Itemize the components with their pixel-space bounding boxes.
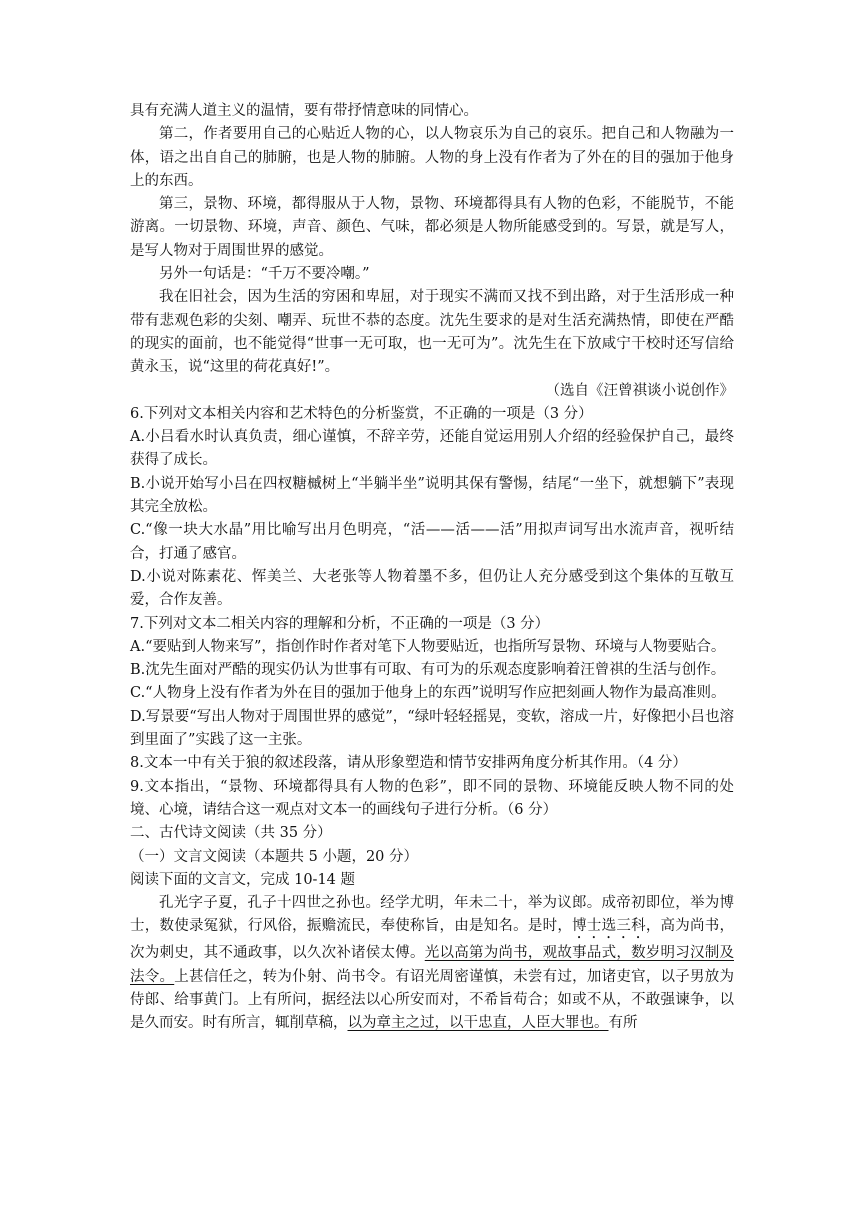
passage-text: 上甚信任之，转为仆射、尚书令。有诏光周密谨慎，未尝有过，加诸吏官，以子男放为侍郎、给事黄门。上有所问，据经法以心所安而对，不希旨苟合；如或不从，不敢强谏争，以是久而安。时有所言，辄削草稿，	[130, 968, 735, 1032]
underlined-sentence: 以为章主之过，以干忠直，人臣大罪也。	[347, 1015, 609, 1032]
option-7b: B.沈先生面对严酷的现实仍认为世事有可取、有可为的乐观态度影响着汪曾祺的生活与创作。	[130, 662, 726, 679]
paragraph: 我在旧社会，因为生活的穷困和卑屈，对于现实不满而又找不到出路，对于生活形成一种带有悲观色彩的尖刻、嘲弄、玩世不恭的态度。沈先生要求的是对生活充满热情，即使在严酷的现实的面前，也不能觉得“世事一无可取，也一无可为”。沈先生在下放咸宁干校时还写信给黄永玉，说“这里的荷花真好!”。	[130, 289, 734, 376]
section-heading: 二、古代诗文阅读（共 35 分）	[130, 825, 332, 842]
paragraph: 具有充满人道主义的温情，要有带抒情意味的同情心。	[130, 103, 478, 119]
dotted-phrase: 博士选三科	[572, 918, 646, 935]
passage-text: 有所	[608, 1015, 638, 1032]
option-6d: D.小说对陈素花、恽美兰、大老张等人物着墨不多，但仍让人充分感受到这个集体的互敬互爱，合作友善。	[130, 568, 734, 609]
paragraph: 第二，作者要用自己的心贴近人物的心，以人物哀乐为自己的哀乐。把自己和人物融为一体，语之出自自己的肺腑，也是人物的肺腑。人物的身上没有作者为了外在的目的强加于他身上的东西。	[130, 126, 734, 189]
subsection-heading: （一）文言文阅读（本题共 5 小题，20 分）	[130, 848, 419, 865]
paragraph: 第三，景物、环境，都得服从于人物，景物、环境都得具有人物的色彩，不能脱节，不能游离。一切景物、环境，声音、颜色、气味，都必须是人物所能感受到的。写景，就是写人，是写人物对于周围世界的感觉。	[130, 196, 734, 259]
paragraph: 另外一句话是：“千万不要冷嘲。”	[159, 266, 370, 283]
option-7c: C.“人物身上没有作者为外在目的强加于他身上的东西”说明写作应把刻画人物作为最高准则。	[130, 685, 726, 702]
question-8: 8.文本一中有关于狼的叙述段落，请从形象塑造和情节安排两角度分析其作用。（4 分）	[130, 755, 687, 772]
option-7d: D.写景要“写出人物对于周围世界的感觉”，“绿叶轻轻摇晃，变软，溶成一片，好像把小吕也溶到里面了”实践了这一主张。	[130, 708, 734, 749]
passage-text: ，高为尚书，次为刺史，其不通政事，以久次补诸侯太傅。	[130, 918, 734, 962]
classical-passage	[130, 892, 734, 1035]
question-9: 9.文本指出，“景物、环境都得具有人物的色彩”，即不同的景物、环境能反映人物不同的处境、心境，请结合这一观点对文本一的画线句子进行分析。（6 分）	[130, 778, 734, 818]
document-page	[130, 100, 734, 1036]
reading-instruction: 阅读下面的文言文，完成 10-14 题	[130, 871, 356, 888]
option-6b: B.小说开始写小吕在四杈糖槭树上“半躺半坐”说明其保有警惕，结尾“一坐下，就想躺下”表现其完全放松。	[130, 475, 734, 516]
option-6c: C.“像一块大水晶”用比喻写出月色明亮，“活——活——活”用拟声词写出水流声音，视听结合，打通了感官。	[130, 522, 734, 562]
underlined-sentence: 光以高第为尚书，观故事品式，数岁明习汉制及法令。	[130, 945, 734, 985]
source-citation: （选自《汪曾祺谈小说创作》	[545, 382, 734, 399]
option-6a: A.小吕看水时认真负责，细心谨慎，不辞辛劳，还能自觉运用别人介绍的经验保护自己，最终获得了成长。	[130, 429, 734, 469]
question-7: 7.下列对文本二相关内容的理解和分析，不正确的一项是（3 分）	[130, 615, 550, 632]
question-6: 6.下列对文本相关内容和艺术特色的分析鉴赏，不正确的一项是（3 分）	[130, 405, 593, 422]
passage-text: 孔光字子夏，孔子十四世之孙也。经学尤明，年未二十，举为议郎。成帝初即位，举为博士，数使录冤狱，行风俗，振赡流民，奉使称旨，由是知名。是时，	[130, 895, 734, 935]
option-7a: A.“要贴到人物来写”，指创作时作者对笔下人物要贴近，也指所写景物、环境与人物要贴合。	[130, 638, 726, 655]
